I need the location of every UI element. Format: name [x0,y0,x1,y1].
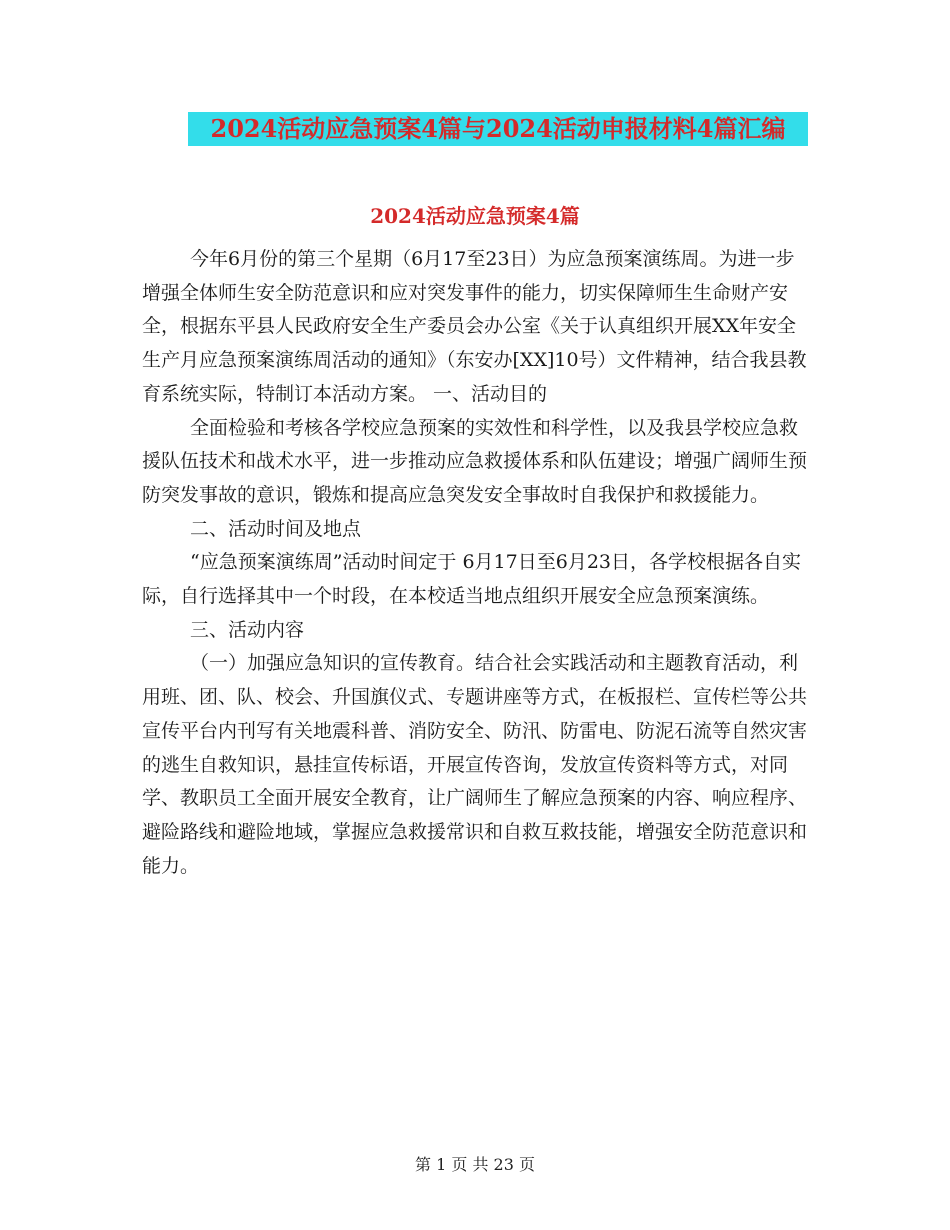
heading-content: 三、活动内容 [190,618,305,641]
document-body [142,243,810,883]
paragraph-content: （一）加强应急知识的宣传教育。结合社会实践活动和主题教育活动，利用班、团、队、校会、升国旗仪式、专题讲座等方式，在板报栏、宣传栏等公共宣传平台内刊写有关地震科普、消防安全、防汛、防雷电、防泥石流等自然灾害的逃生自救知识，悬挂宣传标语，开展宣传咨询，发放宣传资料等方式，对同学、教职员工全面开展安全教育，让广阔师生了解应急预案的内容、响应程序、避险路线和避险地域，掌握应急救援常识和自救互救技能，增强安全防范意识和能力。 [142,652,808,877]
page-number-footer: 第 1 页 共 23 页 [415,1155,535,1174]
paragraph-purpose: 全面检验和考核各学校应急预案的实效性和科学性，以及我县学校应急救援队伍技术和战术水平，进一步推动应急救援体系和队伍建设；增强广阔师生预防突发事故的意识，锻炼和提高应急突发安全事故时自我保护和救援能力。 [142,416,808,506]
paragraph-intro: 今年6月份的第三个星期（6月17至23日）为应急预案演练周。为进一步增强全体师生安全防范意识和应对突发事件的能力，切实保障师生生命财产安全，根据东平县人民政府安全生产委员会办公室《关于认真组织开展XX年安全生产月应急预案演练周活动的通知》（东安办[XX]10号）文件精神，结合我县教育系统实际，特制订本活动方案。 一、活动目的 [142,248,807,405]
heading-time-place: 二、活动时间及地点 [190,517,362,540]
paragraph-time-place: “应急预案演练周”活动时间定于 6月17日至6月23日，各学校根据各自实际，自行选择其中一个时段，在本校适当地点组织开展安全应急预案演练。 [142,551,801,608]
section-title: 2024活动应急预案4篇 [370,204,580,228]
document-title: 2024活动应急预案4篇与2024活动申报材料4篇汇编 [188,112,808,146]
